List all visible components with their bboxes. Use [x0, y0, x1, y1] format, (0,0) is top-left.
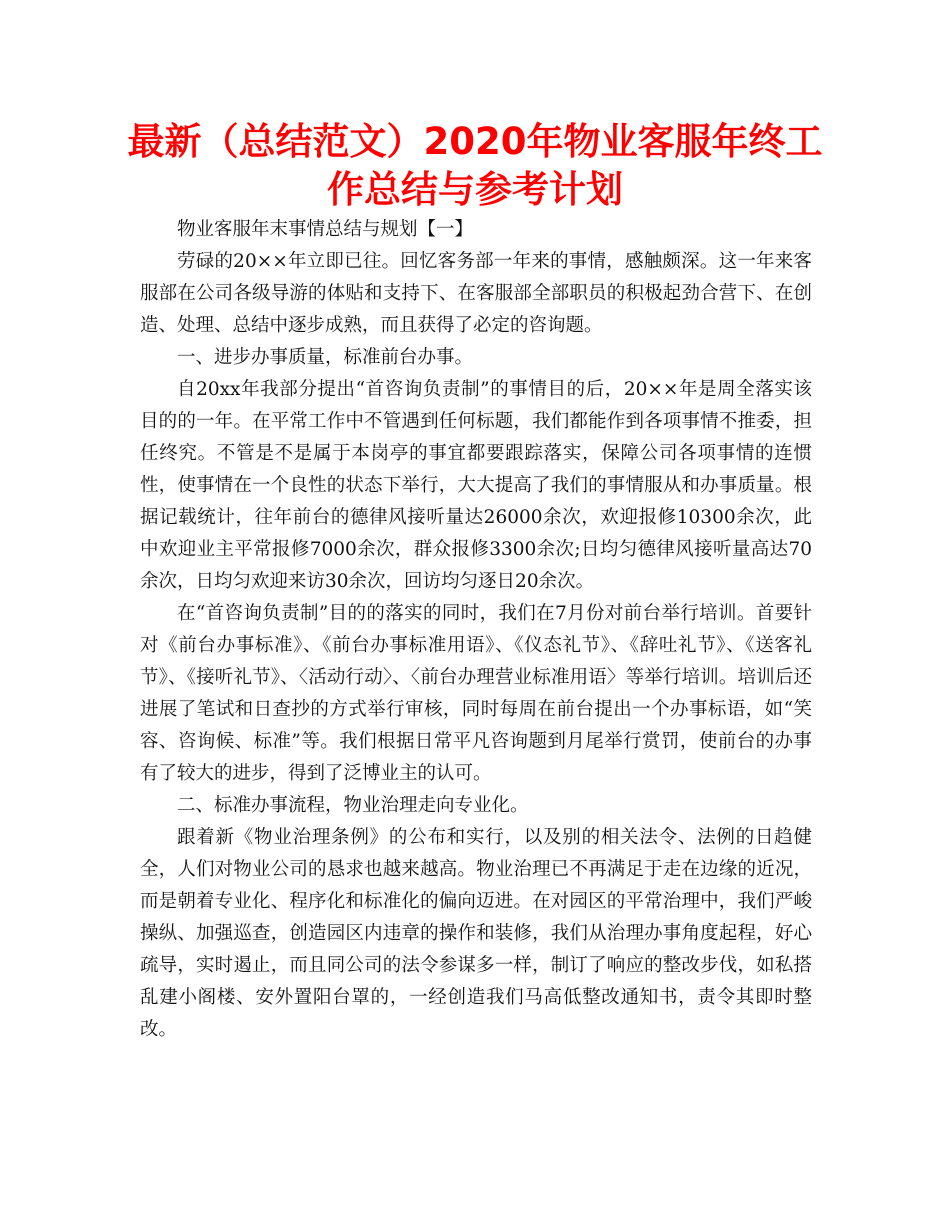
- paragraph: 跟着新《物业治理条例》的公布和实行，以及别的相关法令、法例的日趋健全，人们对物业公司的恳求也越来越高。物业治理已不再满足于走在边缘的近况，而是朝着专业化、程序化和标准化的偏向迈进。在对园区的平常治理中，我们严峻操纵、加强巡查，创造园区内违章的操作和装修，我们从治理办事角度起程，好心疏导，实时遏止，而且同公司的法令参谋多一样，制订了响应的整改步伐，如私搭乱建小阁楼、安外置阳台罩的，一经创造我们马高低整改通知书，责令其即时整改。: [140, 827, 812, 1040]
- paragraph: 劳碌的20××年立即已往。回忆客务部一年来的事情，感触颇深。这一年来客服部在公司各级导游的体贴和支持下、在客服部全部职员的积极起劲合营下、在创造、处理、总结中逐步成熟，而且获得了必定的咨询题。: [140, 251, 812, 336]
- paragraph: 在“首咨询负责制”目的的落实的同时，我们在7月份对前台举行培训。首要针对《前台办事标准》、《前台办事标准用语》、《仪态礼节》、《辞吐礼节》、《送客礼节》、《接听礼节》、〈活动行动〉、〈前台办理营业标准用语〉等举行培训。培训后还进展了笔试和日查抄的方式举行审核，同时每周在前台提出一个办事标语，如“笑容、咨询候、标准”等。我们根据日常平凡咨询题到月尾举行赏罚，使前台的办事有了较大的进步，得到了泛博业主的认可。: [140, 603, 812, 784]
- section-heading: 一、进步办事质量，标准前台办事。: [177, 347, 474, 368]
- section-heading: 二、标准办事流程，物业治理走向专业化。: [177, 795, 529, 816]
- document-body: [140, 214, 812, 1046]
- document-title: 最新（总结范文）2020年物业客服年终工作总结与参考计划: [127, 120, 823, 211]
- paragraph: 自20xx年我部分提出“首咨询负责制”的事情目的后，20××年是周全落实该目的的一年。在平常工作中不管遇到任何标题，我们都能作到各项事情不推委，担任终究。不管是不是属于本岗亭的事宜都要跟踪落实，保障公司各项事情的连惯性，使事情在一个良性的状态下举行，大大提高了我们的事情服从和办事质量。根据记载统计，往年前台的德律风接听量达26000余次，欢迎报修10300余次，此中欢迎业主平常报修7000余次，群众报修3300余次;日均匀德律风接听量高达70余次，日均匀欢迎来访30余次，回访均匀逐日20余次。: [140, 379, 812, 592]
- section-heading: 物业客服年末事情总结与规划【一】: [177, 219, 474, 240]
